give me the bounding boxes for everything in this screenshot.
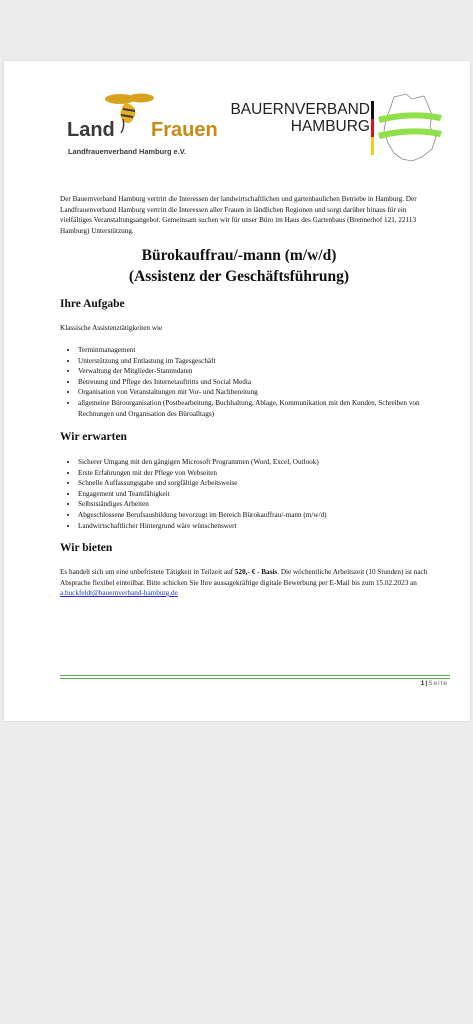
page-number-value: 1 (420, 680, 426, 687)
section-heading-erwarten: Wir erwarten (60, 431, 127, 443)
bauernverband-line1: BAUERNVERBAND (230, 101, 370, 118)
job-title: Bürokauffrau/-mann (m/w/d) (141, 247, 337, 264)
section-lead-aufgabe: Klassische Assistenztätigkeiten wie (60, 324, 163, 332)
list-item: • allgemeine Büroorganisation (Postbearbeitung, Buchhaltung, Ablage, Kommunikation mit den Kunden, Schreiben von Rechnungen und Organisation des Büroalltags) (78, 398, 448, 419)
document-page (4, 61, 470, 721)
bauernverband-logo-text (230, 101, 370, 135)
list-item: • Organisation von Veranstaltungen mit Vor- und Nachbereitung (78, 387, 448, 398)
list-item: • Betreuung und Pflege des Internetauftritts und Social Media (78, 377, 448, 388)
page-number (421, 680, 448, 687)
list-item: • Engagement und Teamfähigkeit (78, 489, 448, 500)
offer-text-b: . Die wöchentliche Arbeitszeit (10 Stunden) ist nach Absprache flexibel einteilbar. Bitte schicken Sie Ihre aussagekräftige digitale Bewerbung per E-Mail bis zum 15.02.2023 an (60, 568, 428, 587)
list-item: • Sicherer Umgang mit den gängigen Microsoft Programmen (Word, Excel, Outlook) (78, 457, 448, 468)
list-item: • Erste Erfahrungen mit der Pflege von Webseiten (78, 468, 448, 479)
offer-text-bold: 520,- € - Basis (234, 568, 278, 576)
footer-divider (60, 675, 450, 676)
landfrauen-subtitle: Landfrauenverband Hamburg e.V. (68, 147, 187, 156)
list-item: • Landwirtschaftlicher Hintergrund wäre wünschenswert (78, 521, 448, 532)
germany-map-logo (372, 91, 447, 166)
task-list (60, 345, 448, 419)
list-item: • Unterstützung und Entlastung im Tagesgeschäft (78, 356, 448, 367)
landfrauen-frauen-text: Frauen (151, 119, 218, 141)
footer-divider (60, 678, 450, 679)
list-item: • Selbstständiges Arbeiten (78, 499, 448, 510)
section-heading-aufgabe: Ihre Aufgabe (60, 298, 125, 310)
landfrauen-land-text: Land (67, 119, 115, 141)
page-label: Seite (428, 680, 448, 687)
email-link[interactable]: a.huckfeldt@bauernverband-hamburg.de (60, 589, 178, 597)
page-number-separator: | (425, 680, 429, 687)
bauernverband-line2: HAMBURG (290, 118, 370, 135)
offer-paragraph (60, 567, 450, 599)
job-subtitle: (Assistenz der Geschäftsführung) (128, 268, 350, 285)
list-item: • Abgeschlossene Berufsausbildung bevorzugt im Bereich Bürokauffrau/-mann (m/w/d) (78, 510, 448, 521)
list-item: • Verwaltung der Mitglieder-Stammdaten (78, 366, 448, 377)
intro-paragraph: Der Bauernverband Hamburg vertritt die Interessen der landwirtschaftlichen und gartenbaulichen Betriebe in Hamburg. Der Landfrauenverband Hamburg vertritt die Interessen aller Frauen in ländlichen Regionen und sorgt darüber hinaus für ein vielfältiges Veranstaltungsangebot. Gemeinsam suchen wir für unser Büro im Haus des Gartenbaus (Brennerhof 121, 22113 Hamburg) Unterstützung. (60, 195, 417, 235)
offer-text-a: Es handelt sich um eine unbefristete Tätigkeit in Teilzeit auf (60, 568, 235, 576)
list-item: • Terminmanagement (78, 345, 448, 356)
list-item: • Schnelle Auffassungsgabe und sorgfältige Arbeitsweise (78, 478, 448, 489)
section-heading-bieten: Wir bieten (60, 542, 113, 554)
requirements-list (60, 457, 448, 531)
